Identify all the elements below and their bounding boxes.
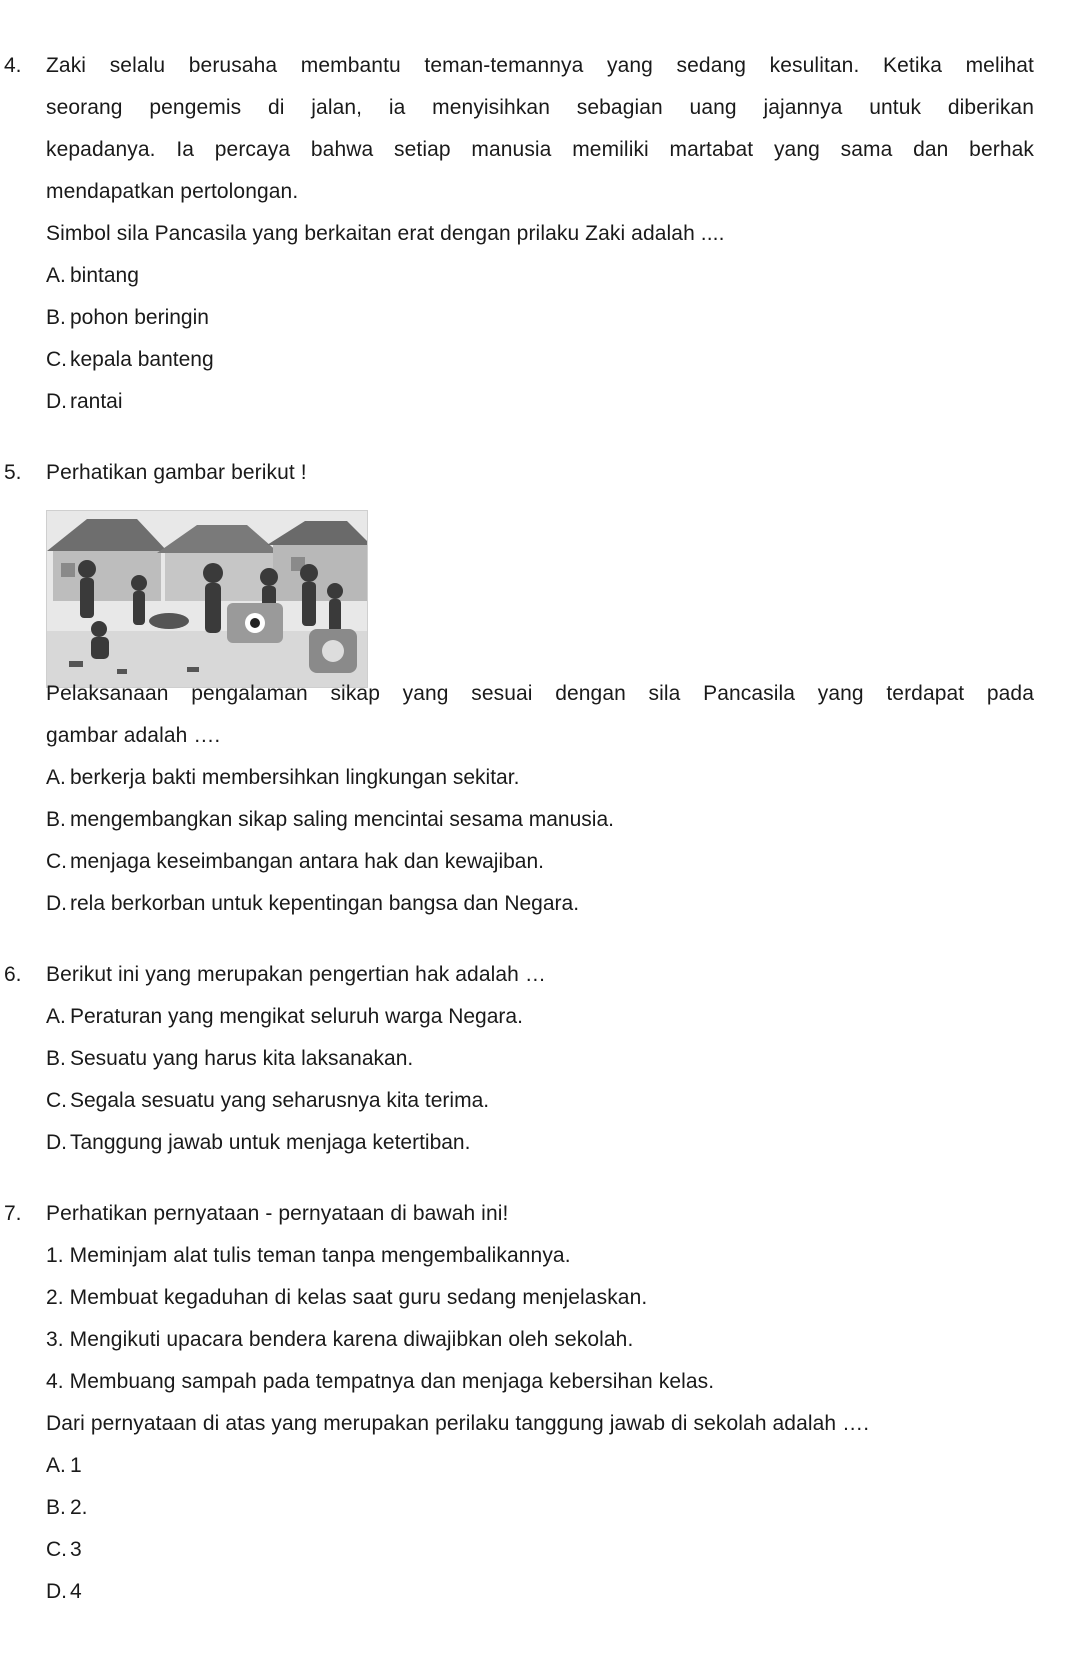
question-7-statement-1: 1. Meminjam alat tulis teman tanpa mengembalikannya.	[46, 1244, 571, 1267]
question-4-prompt: Simbol sila Pancasila yang berkaitan erat dengan prilaku Zaki adalah ....	[46, 222, 725, 245]
question-7-option-a	[46, 1454, 82, 1478]
option-text: 2.	[70, 1496, 88, 1519]
question-4-line-1: Zaki selalu berusaha membantu teman-temannya yang sedang kesulitan. Ketika melihat	[46, 54, 1034, 77]
option-letter: D.	[46, 1131, 67, 1154]
option-letter: B.	[46, 808, 66, 831]
option-text: menjaga keseimbangan antara hak dan kewajiban.	[70, 850, 544, 873]
option-letter: C.	[46, 850, 67, 873]
option-text: 3	[70, 1538, 82, 1561]
option-text: rantai	[70, 390, 123, 413]
illustration-drawing	[47, 511, 367, 687]
question-7-option-b	[46, 1496, 88, 1520]
option-text: Sesuatu yang harus kita laksanakan.	[70, 1047, 414, 1070]
question-7-statement-3: 3. Mengikuti upacara bendera karena diwajibkan oleh sekolah.	[46, 1328, 634, 1351]
question-6-prompt: Berikut ini yang merupakan pengertian hak adalah …	[46, 963, 546, 986]
question-7-prompt: Dari pernyataan di atas yang merupakan perilaku tanggung jawab di sekolah adalah ….	[46, 1412, 870, 1435]
option-letter: B.	[46, 1496, 66, 1519]
question-7-option-d	[46, 1580, 82, 1604]
question-5-line-2: gambar adalah ….	[46, 724, 221, 747]
question-4-option-c	[46, 348, 214, 372]
option-letter: A.	[46, 264, 66, 287]
question-4-line-4: mendapatkan pertolongan.	[46, 180, 299, 203]
option-text: 1	[70, 1454, 82, 1477]
option-text: pohon beringin	[70, 306, 209, 329]
option-letter: A.	[46, 1005, 66, 1028]
question-4-number: 4.	[4, 54, 22, 77]
option-text: bintang	[70, 264, 139, 287]
question-5-intro: Perhatikan gambar berikut !	[46, 461, 307, 484]
question-5-option-d	[46, 892, 579, 916]
option-letter: C.	[46, 348, 67, 371]
option-letter: B.	[46, 1047, 66, 1070]
option-text: rela berkorban untuk kepentingan bangsa dan Negara.	[70, 892, 580, 915]
question-4-line-2: seorang pengemis di jalan, ia menyisihkan sebagian uang jajannya untuk diberikan	[46, 96, 1034, 119]
question-5-option-b	[46, 808, 614, 832]
question-5-number: 5.	[4, 461, 22, 484]
option-text: mengembangkan sikap saling mencintai sesama manusia.	[70, 808, 614, 831]
question-5-line-1: Pelaksanaan pengalaman sikap yang sesuai dengan sila Pancasila yang terdapat pada	[46, 682, 1034, 705]
option-letter: C.	[46, 1089, 67, 1112]
question-6-option-a	[46, 1005, 523, 1029]
option-text: Tanggung jawab untuk menjaga ketertiban.	[70, 1131, 471, 1154]
option-letter: B.	[46, 306, 66, 329]
option-letter: C.	[46, 1538, 67, 1561]
question-7-option-c	[46, 1538, 82, 1562]
question-6-option-c	[46, 1089, 489, 1113]
question-4-option-b	[46, 306, 209, 330]
option-letter: A.	[46, 1454, 66, 1477]
option-text: Peraturan yang mengikat seluruh warga Negara.	[70, 1005, 523, 1028]
question-4-option-d	[46, 390, 123, 414]
option-text: kepala banteng	[70, 348, 214, 371]
option-text: 4	[70, 1580, 82, 1603]
option-letter: D.	[46, 390, 67, 413]
option-letter: A.	[46, 766, 66, 789]
question-6-option-b	[46, 1047, 413, 1071]
option-text: Segala sesuatu yang seharusnya kita terima.	[70, 1089, 490, 1112]
question-7-statement-4: 4. Membuang sampah pada tempatnya dan menjaga kebersihan kelas.	[46, 1370, 715, 1393]
question-7-statement-2: 2. Membuat kegaduhan di kelas saat guru sedang menjelaskan.	[46, 1286, 648, 1309]
option-letter: D.	[46, 892, 67, 915]
community-cleanup-illustration	[46, 510, 368, 688]
question-4-line-3: kepadanya. Ia percaya bahwa setiap manusia memiliki martabat yang sama dan berhak	[46, 138, 1034, 161]
option-letter: D.	[46, 1580, 67, 1603]
option-text: berkerja bakti membersihkan lingkungan sekitar.	[70, 766, 520, 789]
question-6-number: 6.	[4, 963, 22, 986]
question-5-option-a	[46, 766, 519, 790]
question-6-option-d	[46, 1131, 470, 1155]
question-4-option-a	[46, 264, 139, 288]
question-7-number: 7.	[4, 1202, 22, 1225]
question-7-intro: Perhatikan pernyataan - pernyataan di bawah ini!	[46, 1202, 509, 1225]
question-5-option-c	[46, 850, 544, 874]
